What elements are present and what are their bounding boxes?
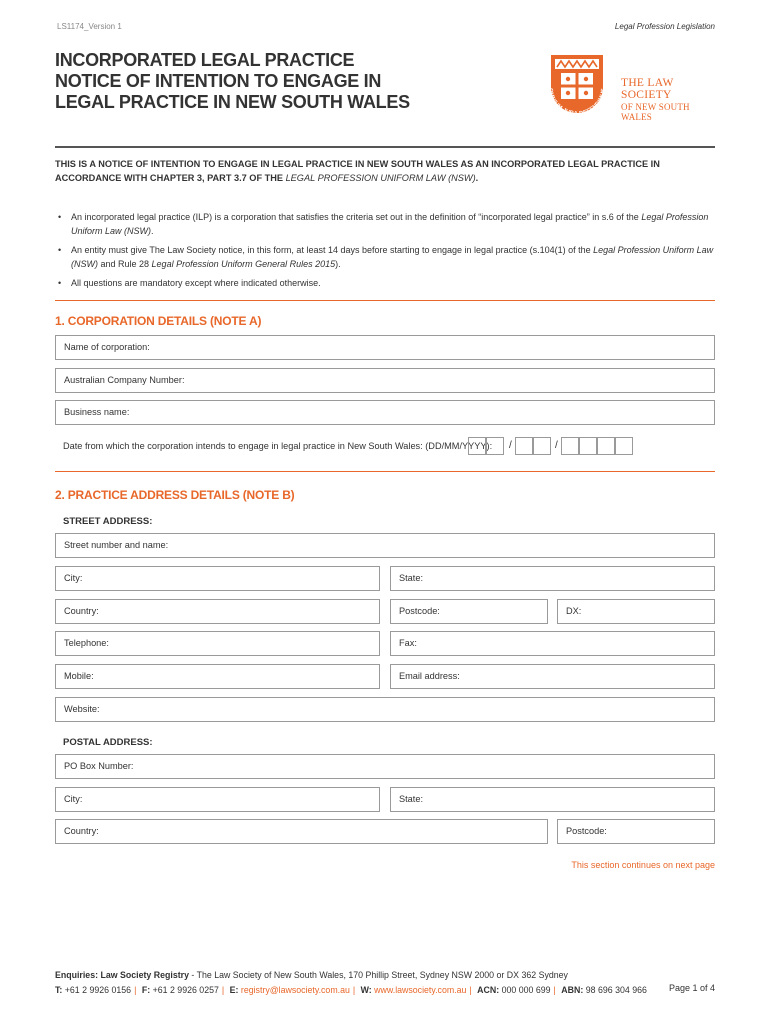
fax-field[interactable]: Fax: bbox=[390, 631, 715, 656]
website-field[interactable]: Website: bbox=[55, 697, 715, 722]
postal-city-field[interactable]: City: bbox=[55, 787, 380, 812]
date-separator: / bbox=[509, 440, 512, 451]
street-field[interactable]: Street number and name: bbox=[55, 533, 715, 558]
title-line-1: INCORPORATED LEGAL PRACTICE bbox=[55, 50, 355, 70]
street-address-heading: STREET ADDRESS: bbox=[63, 516, 153, 527]
title-line-2: NOTICE OF INTENTION TO ENGAGE IN bbox=[55, 71, 382, 91]
postcode-field[interactable]: Postcode: bbox=[390, 599, 548, 624]
postal-postcode-field[interactable]: Postcode: bbox=[557, 819, 715, 844]
bullet-item: • All questions are mandatory except where indicated otherwise. bbox=[55, 276, 715, 290]
form-version: LS1174_Version 1 bbox=[57, 22, 122, 31]
city-field[interactable]: City: bbox=[55, 566, 380, 591]
header-divider bbox=[55, 146, 715, 148]
dx-field[interactable]: DX: bbox=[557, 599, 715, 624]
section-2-heading: 2. PRACTICE ADDRESS DETAILS (NOTE B) bbox=[55, 488, 295, 502]
intro-notice: THIS IS A NOTICE OF INTENTION TO ENGAGE IN LEGAL PRACTICE IN NEW SOUTH WALES AS AN INCORPORATED LEGAL PRACTICE IN ACCORDANCE WITH CHAPTER 3, PART 3.7 OF THE LEGAL PROFESSION UNIFORM LAW (NSW). bbox=[55, 159, 660, 183]
date-year-4[interactable] bbox=[615, 437, 633, 455]
email-link[interactable]: registry@lawsociety.com.au bbox=[240, 985, 350, 995]
date-year-1[interactable] bbox=[561, 437, 579, 455]
continues-note: This section continues on next page bbox=[571, 860, 715, 870]
postal-state-field[interactable]: State: bbox=[390, 787, 715, 812]
law-society-logo bbox=[537, 47, 717, 127]
email-field[interactable]: Email address: bbox=[390, 664, 715, 689]
footer-contacts: T: +61 2 9926 0156 | F: +61 2 9926 0257 | E: registry@lawsociety.com.au | W: www.lawsociety.com.au | ACN: 000 000 699 | ABN: 98 696 304 966 bbox=[55, 985, 647, 995]
corporation-name-field[interactable]: Name of corporation: bbox=[55, 335, 715, 360]
telephone-field[interactable]: Telephone: bbox=[55, 631, 380, 656]
date-day-1[interactable] bbox=[468, 437, 486, 455]
business-name-field[interactable]: Business name: bbox=[55, 400, 715, 425]
date-year-3[interactable] bbox=[597, 437, 615, 455]
footer bbox=[55, 968, 715, 998]
country-field[interactable]: Country: bbox=[55, 599, 380, 624]
date-separator: / bbox=[555, 440, 558, 451]
title-line-3: LEGAL PRACTICE IN NEW SOUTH WALES bbox=[55, 92, 410, 112]
legislation-label: Legal Profession Legislation bbox=[614, 22, 715, 31]
page-title bbox=[55, 50, 455, 113]
intro-bullets bbox=[55, 210, 715, 295]
page-number: Page 1 of 4 bbox=[668, 983, 715, 993]
date-month-1[interactable] bbox=[515, 437, 533, 455]
postal-country-field[interactable]: Country: bbox=[55, 819, 548, 844]
bullet-item: • An entity must give The Law Society notice, in this form, at least 14 days before starting to engage in legal practice (s.104(1) of the Legal Profession Uniform Law (NSW) and Rule 28 Legal Profession Uniform General Rules 2015). bbox=[55, 243, 715, 271]
logo-line-1: THE LAW SOCIETY bbox=[621, 77, 674, 101]
postal-address-heading: POSTAL ADDRESS: bbox=[63, 737, 153, 748]
section-1-heading: 1. CORPORATION DETAILS (NOTE A) bbox=[55, 314, 262, 328]
mobile-field[interactable]: Mobile: bbox=[55, 664, 380, 689]
footer-enquiries: Enquiries: Law Society Registry - The Law Society of New South Wales, 170 Phillip Street, Sydney NSW 2000 or DX 362 Sydney bbox=[55, 970, 568, 980]
crest-icon bbox=[537, 47, 617, 127]
logo-motto: OMNIUM JURA DEFENDIMUS bbox=[546, 87, 608, 118]
date-year-2[interactable] bbox=[579, 437, 597, 455]
date-label: Date from which the corporation intends to engage in legal practice in New South Wales: (DD/MM/YYYY): bbox=[63, 441, 493, 451]
date-row bbox=[55, 433, 715, 461]
logo-line-2: OF NEW SOUTH WALES bbox=[621, 102, 690, 122]
po-box-field[interactable]: PO Box Number: bbox=[55, 754, 715, 779]
bullet-item: • An incorporated legal practice (ILP) is a corporation that satisfies the criteria set out in the definition of “incorporated legal practice” in s.6 of the Legal Profession Uniform Law (NSW). bbox=[55, 210, 715, 238]
section-2-divider bbox=[55, 471, 715, 472]
acn-field[interactable]: Australian Company Number: bbox=[55, 368, 715, 393]
date-day-2[interactable] bbox=[486, 437, 504, 455]
website-link[interactable]: www.lawsociety.com.au bbox=[374, 985, 467, 995]
state-field[interactable]: State: bbox=[390, 566, 715, 591]
date-month-2[interactable] bbox=[533, 437, 551, 455]
intro-divider bbox=[55, 300, 715, 301]
